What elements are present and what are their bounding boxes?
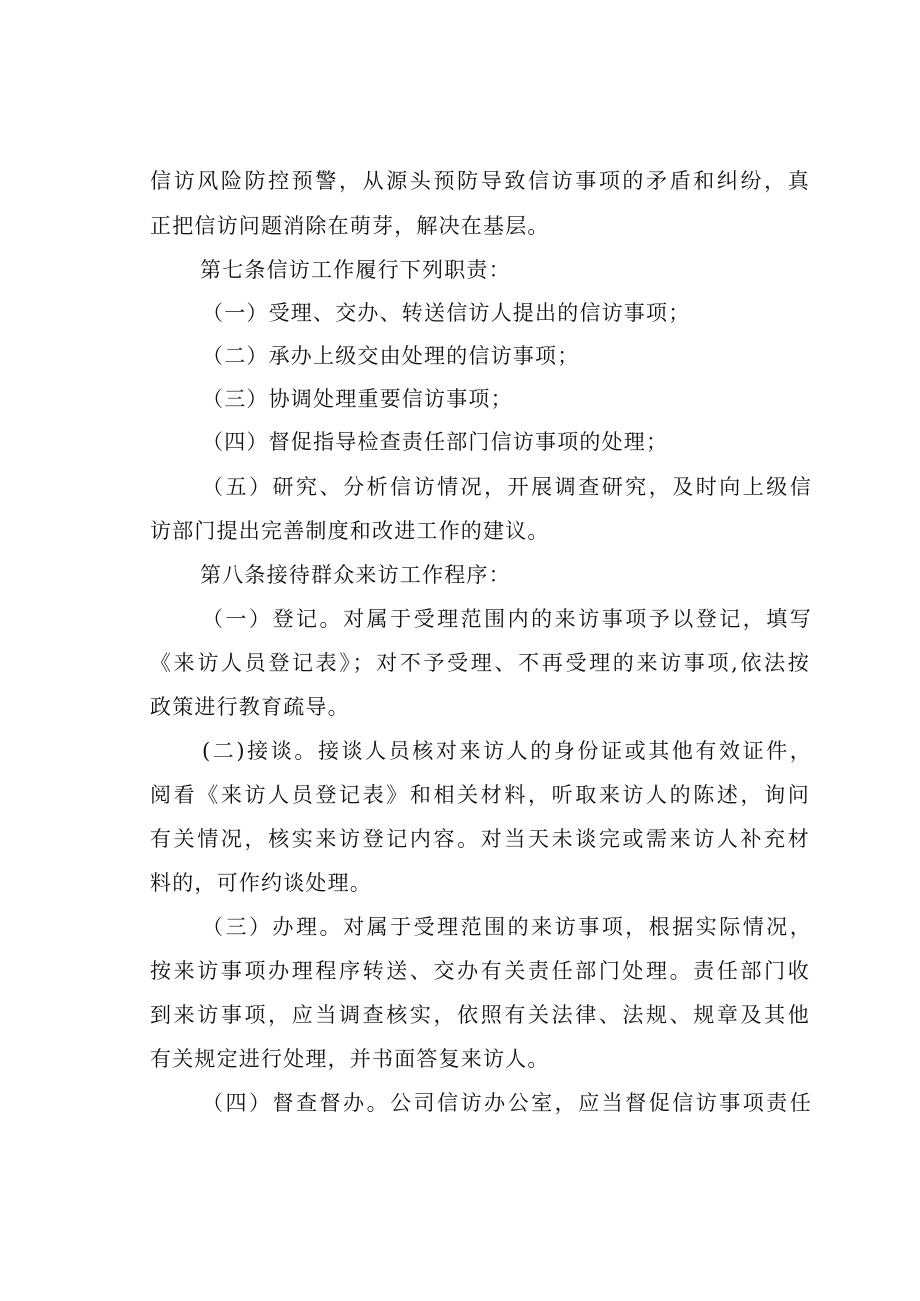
text-line: 政策进行教育疏导。 bbox=[150, 695, 350, 719]
text-line: （一）受理、交办、转送信访人提出的信访事项； bbox=[202, 301, 691, 325]
text-line: （五）研究、分析信访情况，开展调查研究，及时向上级信 bbox=[202, 475, 812, 499]
text-line: 料的，可作约谈处理。 bbox=[150, 871, 372, 895]
text-line: 按来访事项办理程序转送、交办有关责任部门处理。责任部门收 bbox=[150, 959, 810, 983]
text-line: 访部门提出完善制度和改进工作的建议。 bbox=[150, 519, 550, 543]
text-line: 《来访人员登记表》；对不予受理、不再受理的来访事项,依法按 bbox=[150, 651, 810, 675]
text-line: 正把信访问题消除在萌芽，解决在基层。 bbox=[150, 214, 550, 238]
text-line: 有关情况，核实来访登记内容。对当天未谈完或需来访人补充材 bbox=[150, 827, 810, 851]
text-line: 信访风险防控预警，从源头预防导致信访事项的矛盾和纠纷，真 bbox=[150, 169, 810, 193]
article-heading: 第七条信访工作履行下列职责： bbox=[200, 258, 511, 282]
article-heading: 第八条接待群众来访工作程序： bbox=[200, 563, 511, 587]
text-line: （四）督查督办。公司信访办公室，应当督促信访事项责任 bbox=[202, 1091, 812, 1115]
text-line: （三）办理。对属于受理范围的来访事项，根据实际情况， bbox=[202, 915, 812, 939]
text-line: （一）登记。对属于受理范围内的来访事项予以登记，填写 bbox=[202, 607, 812, 631]
text-line: 阅看《来访人员登记表》和相关材料，听取来访人的陈述，询问 bbox=[150, 783, 810, 807]
text-line: （四）督促指导检查责任部门信访事项的处理； bbox=[202, 430, 669, 454]
text-line: （二）承办上级交由处理的信访事项； bbox=[202, 344, 580, 368]
text-line: 到来访事项，应当调查核实，依照有关法律、法规、规章及其他 bbox=[150, 1003, 810, 1027]
text-line: （三）协调处理重要信访事项； bbox=[202, 387, 513, 411]
text-line: (二)接谈。接谈人员核对来访人的身份证或其他有效证件， bbox=[202, 739, 812, 763]
text-line: 有关规定进行处理，并书面答复来访人。 bbox=[150, 1047, 550, 1071]
